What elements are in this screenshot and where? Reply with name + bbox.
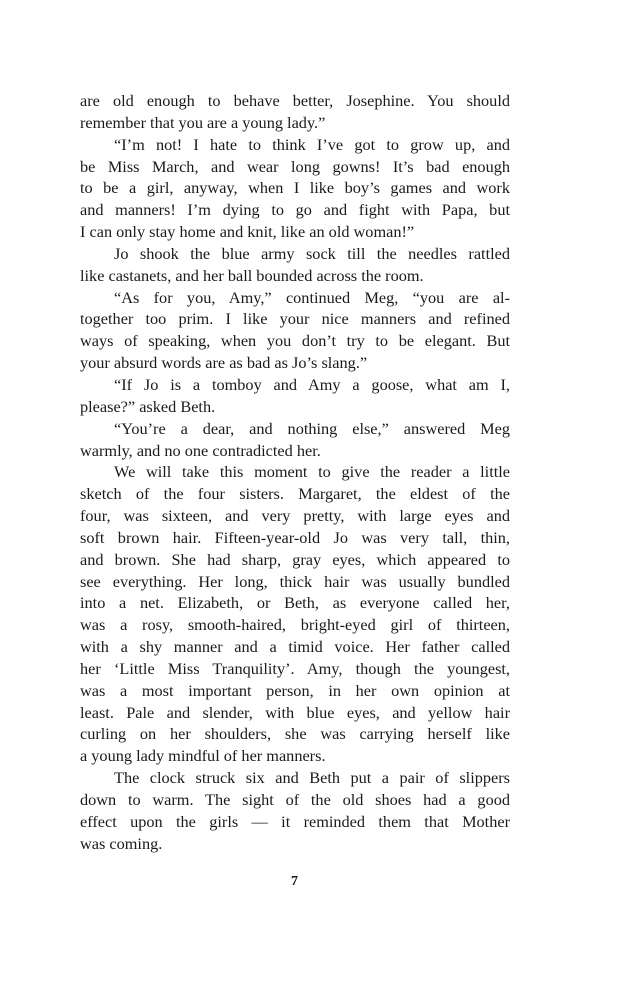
text-line: be Miss March, and wear long gowns! It’s bad enough [80,156,510,176]
text-line: I can only stay home and knit, like an old woman!” [80,222,415,242]
text-line: warmly, and no one contradicted her. [80,440,321,460]
text-line: “I’m not! I hate to think I’ve got to grow up, and [114,134,510,154]
text-line: your absurd words are as bad as Jo’s slang.” [80,353,368,373]
text-line: into a net. Elizabeth, or Beth, as everyone called her, [80,593,510,613]
text-line: sketch of the four sisters. Margaret, the eldest of the [80,484,510,504]
text-line: We will take this moment to give the reader a little [114,462,510,482]
text-line: four, was sixteen, and very pretty, with large eyes and [80,506,510,526]
text-line: and manners! I’m dying to go and fight with Papa, but [80,200,510,220]
text-line: together too prim. I like your nice manners and refined [80,309,510,329]
body-text [80,90,510,855]
text-line: least. Pale and slender, with blue eyes, and yellow hair [80,702,510,722]
text-line: was a most important person, in her own opinion at [80,680,510,700]
page-number: 7 [291,874,298,889]
text-line: like castanets, and her ball bounded across the room. [80,265,424,285]
text-line: “You’re a dear, and nothing else,” answered Meg [114,418,510,438]
text-line: soft brown hair. Fifteen-year-old Jo was very tall, thin, [80,527,510,547]
text-line: a young lady mindful of her manners. [80,746,326,766]
text-line: curling on her shoulders, she was carrying herself like [80,724,510,744]
text-line: was a rosy, smooth-haired, bright-eyed girl of thirteen, [80,615,510,635]
text-line: down to warm. The sight of the old shoes had a good [80,790,510,809]
text-line: to be a girl, anyway, when I like boy’s games and work [80,178,510,198]
text-line: “As for you, Amy,” continued Meg, “you are al- [114,287,510,307]
text-line: with a shy manner and a timid voice. Her father called [80,637,510,657]
text-line: see everything. Her long, thick hair was usually bundled [80,571,510,591]
text-line: and brown. She had sharp, gray eyes, which appeared to [80,549,510,569]
text-line: was coming. [80,833,163,853]
text-line: The clock struck six and Beth put a pair of slippers [114,768,510,788]
text-line: ways of speaking, when you don’t try to be elegant. But [80,331,510,351]
text-line: are old enough to behave better, Josephine. You should [80,91,510,110]
text-line: her ‘Little Miss Tranquility’. Amy, though the youngest, [80,658,510,678]
text-line: please?” asked Beth. [80,396,216,416]
text-line: effect upon the girls — it reminded them that Mother [80,811,510,831]
text-line: “If Jo is a tomboy and Amy a goose, what am I, [114,374,510,394]
text-line: remember that you are a young lady.” [80,112,326,132]
text-line: Jo shook the blue army sock till the needles rattled [114,243,510,263]
